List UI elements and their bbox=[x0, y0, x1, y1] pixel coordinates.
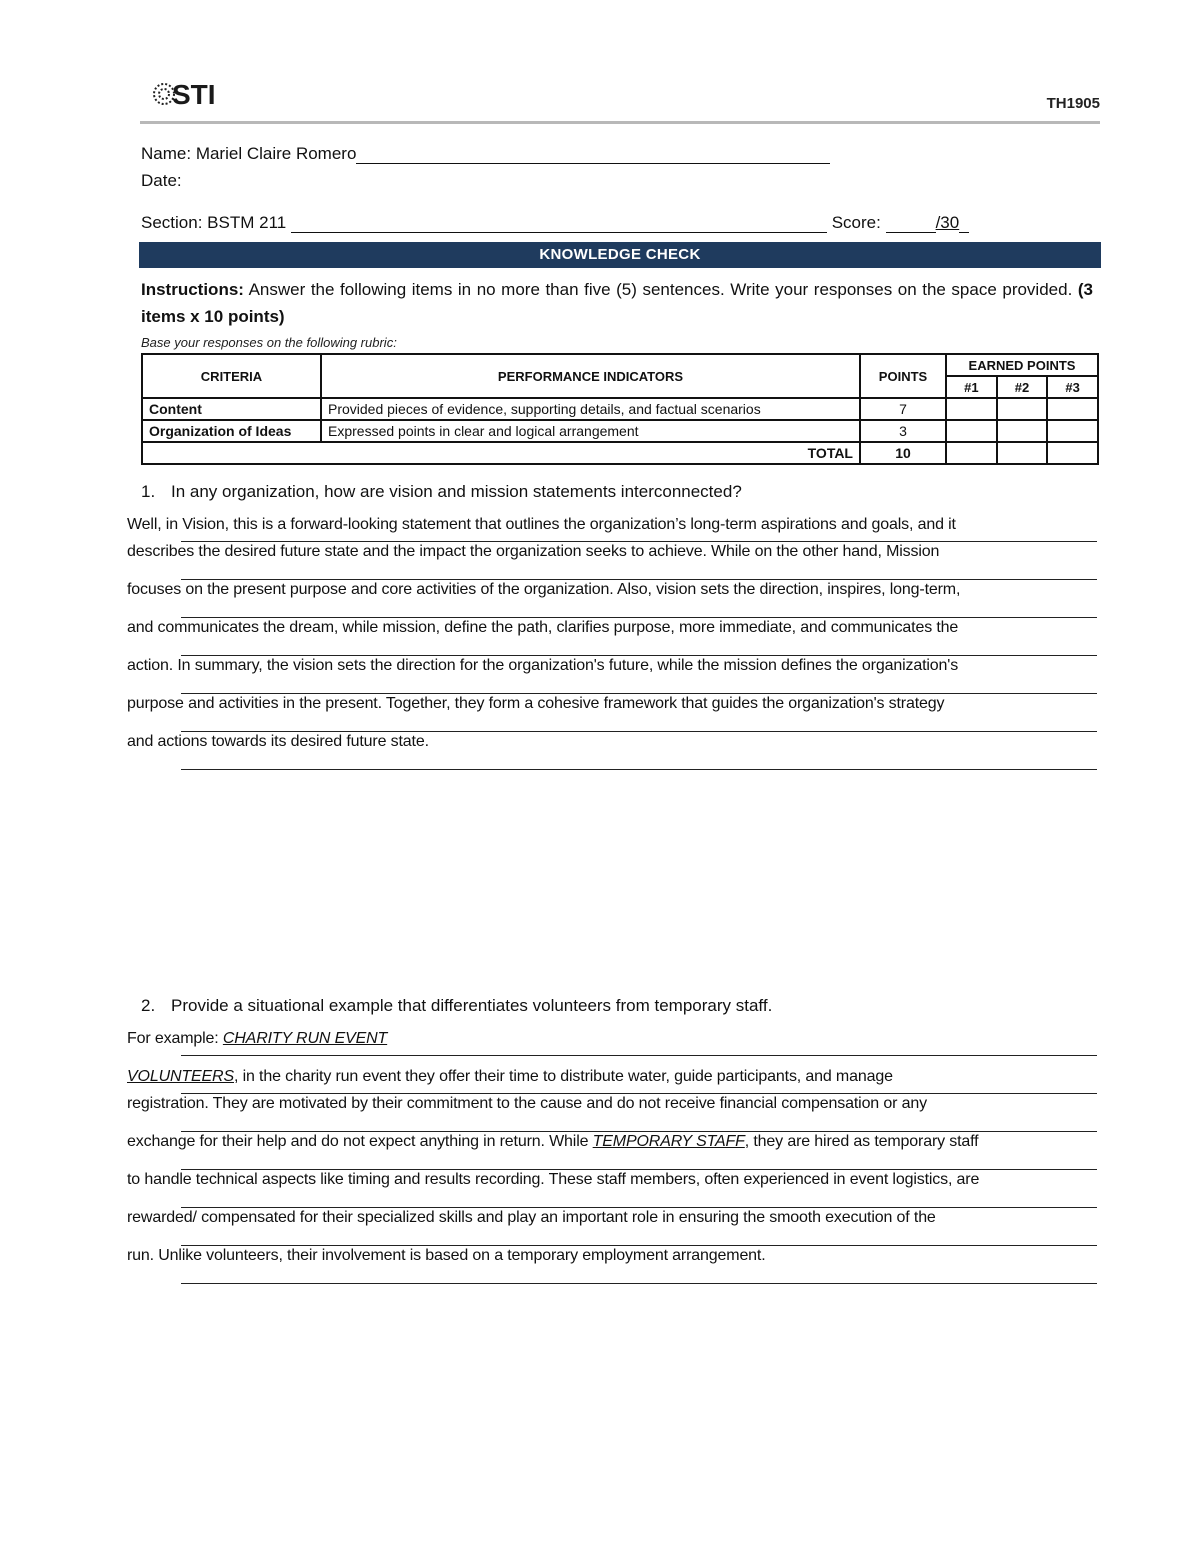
answer-rule bbox=[181, 541, 1097, 542]
answer-1-line: focuses on the present purpose and core activities of the organization. Also, vision sets the direction, inspires, long-term, bbox=[127, 581, 961, 598]
question-1 bbox=[141, 482, 742, 502]
name-value: Mariel Claire Romero bbox=[195, 144, 357, 163]
name-underline bbox=[356, 145, 830, 164]
instructions-text: Answer the following items in no more than five (5) sentences. Write your responses on the space provided. bbox=[248, 280, 1073, 299]
answer-2-line: run. Unlike volunteers, their involvement is based on a temporary employment arrangement. bbox=[127, 1247, 766, 1264]
section-value: BSTM 211 bbox=[207, 213, 287, 232]
answer-rule bbox=[181, 579, 1097, 580]
question-2 bbox=[141, 996, 772, 1016]
question-2-text: Provide a situational example that differentiates volunteers from temporary staff. bbox=[171, 996, 773, 1015]
question-2-number: 2. bbox=[141, 996, 156, 1015]
answer-rule bbox=[181, 655, 1097, 656]
answer-rule bbox=[181, 1207, 1097, 1208]
criteria-header: CRITERIA bbox=[142, 354, 321, 398]
answer-rule bbox=[181, 1169, 1097, 1170]
example-label: For example: bbox=[127, 1030, 219, 1047]
score-blank bbox=[886, 214, 936, 233]
score-total: /30 bbox=[935, 213, 960, 232]
earned-cell[interactable] bbox=[997, 398, 1048, 420]
earned-col-1: #1 bbox=[946, 376, 997, 398]
answer-2-line bbox=[127, 1133, 978, 1151]
indicators-header: PERFORMANCE INDICATORS bbox=[321, 354, 860, 398]
date-field bbox=[141, 171, 182, 191]
table-row bbox=[142, 398, 1098, 420]
earned-total-cell[interactable] bbox=[997, 442, 1048, 464]
section-field bbox=[141, 213, 969, 233]
earned-col-3: #3 bbox=[1047, 376, 1098, 398]
earned-total-cell[interactable] bbox=[946, 442, 997, 464]
total-row bbox=[142, 442, 1098, 464]
points-header: POINTS bbox=[860, 354, 946, 398]
points-cell: 7 bbox=[860, 398, 946, 420]
answer-2-line: rewarded/ compensated for their specialized skills and play an important role in ensuring the smooth execution of the bbox=[127, 1209, 936, 1226]
answer-2-text: exchange for their help and do not expect anything in return. While bbox=[127, 1133, 593, 1150]
question-1-number: 1. bbox=[141, 482, 156, 501]
date-label: Date: bbox=[141, 171, 182, 190]
earned-cell[interactable] bbox=[1047, 398, 1098, 420]
score-underline-tail bbox=[959, 214, 969, 233]
answer-2-text: , in the charity run event they offer their time to distribute water, guide participants, and manage bbox=[233, 1068, 893, 1085]
answer-rule bbox=[181, 1283, 1097, 1284]
knowledge-check-banner: KNOWLEDGE CHECK bbox=[139, 242, 1101, 268]
criteria-cell: Organization of Ideas bbox=[142, 420, 321, 442]
answer-2-line bbox=[127, 1030, 387, 1048]
earned-total-cell[interactable] bbox=[1047, 442, 1098, 464]
earned-col-2: #2 bbox=[997, 376, 1048, 398]
instructions bbox=[141, 276, 1093, 330]
earned-cell[interactable] bbox=[1047, 420, 1098, 442]
answer-rule bbox=[181, 617, 1097, 618]
temporary-staff-term: TEMPORARY STAFF bbox=[592, 1133, 745, 1150]
answer-2-text: , they are hired as temporary staff bbox=[744, 1133, 979, 1150]
total-points: 10 bbox=[860, 442, 946, 464]
document-code: TH1905 bbox=[1046, 95, 1100, 112]
question-1-text: In any organization, how are vision and mission statements interconnected? bbox=[171, 482, 742, 501]
answer-rule bbox=[181, 731, 1097, 732]
total-label: TOTAL bbox=[142, 442, 860, 464]
answer-1-line: purpose and activities in the present. Together, they form a cohesive framework that guides the organization's strategy bbox=[127, 695, 945, 712]
earned-cell[interactable] bbox=[946, 398, 997, 420]
answer-2-line bbox=[127, 1068, 893, 1086]
criteria-cell: Content bbox=[142, 398, 321, 420]
indicator-cell: Provided pieces of evidence, supporting details, and factual scenarios bbox=[321, 398, 860, 420]
section-label: Section: bbox=[141, 213, 203, 232]
volunteers-term: VOLUNTEERS bbox=[127, 1068, 234, 1085]
earned-points-header: EARNED POINTS bbox=[946, 354, 1098, 376]
table-row bbox=[142, 420, 1098, 442]
answer-rule bbox=[181, 1131, 1097, 1132]
instructions-label: Instructions: bbox=[141, 280, 244, 299]
svg-text:STI: STI bbox=[172, 79, 216, 110]
earned-cell[interactable] bbox=[946, 420, 997, 442]
answer-rule bbox=[181, 1245, 1097, 1246]
rubric-table bbox=[141, 353, 1099, 465]
header-divider bbox=[140, 121, 1100, 124]
name-field bbox=[141, 144, 830, 164]
answer-1-line: describes the desired future state and the impact the organization seeks to achieve. While on the other hand, Mission bbox=[127, 543, 940, 560]
rubric-note: Base your responses on the following rubric: bbox=[141, 335, 397, 350]
answer-2-line: to handle technical aspects like timing and results recording. These staff members, often experienced in event logistics, are bbox=[127, 1171, 980, 1188]
answer-rule bbox=[181, 693, 1097, 694]
answer-1-line: and actions towards its desired future state. bbox=[127, 733, 429, 750]
answer-rule bbox=[181, 1093, 1097, 1094]
name-label: Name: bbox=[141, 144, 192, 163]
answer-1-line: and communicates the dream, while mission, define the path, clarifies purpose, more immediate, and communicates the bbox=[127, 619, 959, 636]
instructions-points: (3 items x 10 points) bbox=[141, 280, 1093, 326]
sti-logo bbox=[150, 76, 230, 112]
answer-2-line: registration. They are motivated by their commitment to the cause and do not receive financial compensation or any bbox=[127, 1095, 927, 1112]
answer-rule bbox=[181, 1055, 1097, 1056]
indicator-cell: Expressed points in clear and logical arrangement bbox=[321, 420, 860, 442]
section-underline bbox=[291, 214, 827, 233]
answer-1-line: action. In summary, the vision sets the direction for the organization's future, while the mission defines the organization's bbox=[127, 657, 959, 674]
example-value: CHARITY RUN EVENT bbox=[222, 1030, 388, 1047]
score-label: Score: bbox=[831, 213, 881, 232]
answer-1-line: Well, in Vision, this is a forward-looking statement that outlines the organization’s long-term aspirations and goals, and it bbox=[127, 516, 956, 533]
earned-cell[interactable] bbox=[997, 420, 1048, 442]
points-cell: 3 bbox=[860, 420, 946, 442]
answer-rule bbox=[181, 769, 1097, 770]
